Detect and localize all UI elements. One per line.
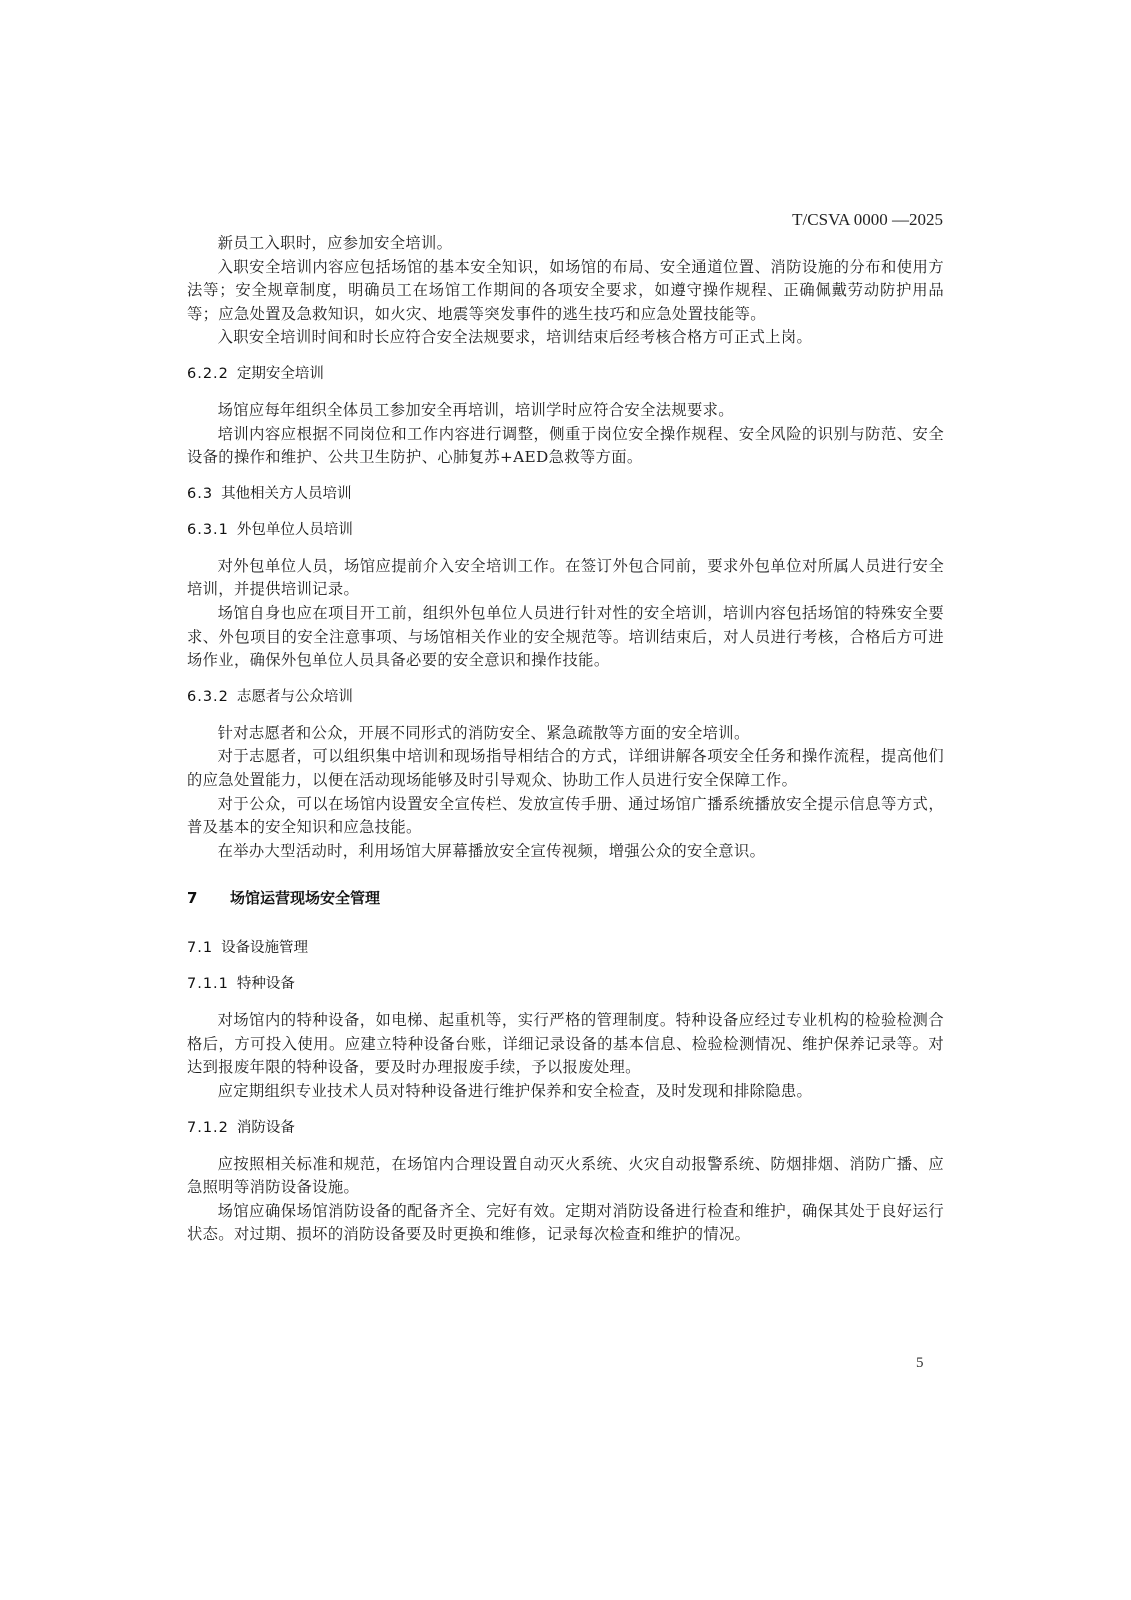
section-number: 7.1.1: [187, 976, 229, 993]
section-number: 6.3: [187, 485, 214, 502]
section-heading-6-2-2: [187, 363, 944, 385]
chapter-number: 7: [187, 889, 199, 908]
section-title: 消防设备: [236, 1119, 295, 1136]
document-body: [187, 232, 944, 1247]
paragraph: 在举办大型活动时，利用场馆大屏幕播放安全宣传视频，增强公众的安全意识。: [217, 841, 766, 860]
document-code: T/CSVA 0000 —2025: [792, 210, 943, 229]
paragraph: 入职安全培训时间和时长应符合安全法规要求，培训结束后经考核合格方可正式上岗。: [217, 328, 813, 347]
paragraph: 培训内容应根据不同岗位和工作内容进行调整，侧重于岗位安全操作规程、安全风险的识别与防范、安全设备的操作和维护、公共卫生防护、心肺复苏+AED急救等方面。: [187, 424, 944, 467]
paragraph: 对于志愿者，可以组织集中培训和现场指导相结合的方式，详细讲解各项安全任务和操作流程，提高他们的应急处置能力，以便在活动现场能够及时引导观众、协助工作人员进行安全保障工作。: [187, 747, 944, 789]
chapter-title: 场馆运营现场安全管理: [230, 889, 381, 908]
section-number: 6.3.1: [187, 521, 229, 538]
section-title: 特种设备: [236, 976, 295, 993]
section-title: 设备设施管理: [221, 940, 309, 957]
section-heading-6-3-1: [187, 519, 944, 541]
section-number: 6.3.2: [187, 688, 229, 705]
section-heading-7-1-1: [187, 973, 944, 995]
section-title: 定期安全培训: [236, 365, 324, 382]
paragraph: 对场馆内的特种设备，如电梯、起重机等，实行严格的管理制度。特种设备应经过专业机构的检验检测合格后，方可投入使用。应建立特种设备台账，详细记录设备的基本信息、检验检测情况、维护保养记录等。对达到报废年限的特种设备，要及时办理报废手续，予以报废处理。: [187, 1011, 944, 1077]
section-title: 志愿者与公众培训: [236, 688, 353, 705]
page-number: 5: [916, 1355, 924, 1371]
section-heading-7-1: [187, 937, 944, 959]
paragraph: 对外包单位人员，场馆应提前介入安全培训工作。在签订外包合同前，要求外包单位对所属人员进行安全培训，并提供培训记录。: [187, 556, 944, 599]
paragraph: 针对志愿者和公众，开展不同形式的消防安全、紧急疏散等方面的安全培训。: [217, 723, 750, 742]
section-heading-6-3: [187, 483, 944, 505]
paragraph: 新员工入职时，应参加安全培训。: [217, 234, 453, 252]
section-number: 7.1.2: [187, 1119, 229, 1136]
section-heading-7-1-2: [187, 1117, 944, 1139]
section-title: 外包单位人员培训: [236, 521, 353, 538]
section-title: 其他相关方人员培训: [221, 485, 352, 502]
section-number: 6.2.2: [187, 365, 229, 382]
paragraph: 应按照相关标准和规范，在场馆内合理设置自动灭火系统、火灾自动报警系统、防烟排烟、消防广播、应急照明等消防设备设施。: [187, 1154, 944, 1197]
paragraph: 场馆应确保场馆消防设备的配备齐全、完好有效。定期对消防设备进行检查和维护，确保其处于良好运行状态。对过期、损坏的消防设备要及时更换和维修，记录每次检查和维护的情况。: [187, 1201, 944, 1244]
paragraph: 场馆应每年组织全体员工参加安全再培训，培训学时应符合安全法规要求。: [217, 400, 734, 419]
chapter-heading-7: [187, 887, 944, 909]
section-heading-6-3-2: [187, 686, 944, 708]
paragraph: 应定期组织专业技术人员对特种设备进行维护保养和安全检查，及时发现和排除隐患。: [217, 1082, 813, 1101]
paragraph: 入职安全培训内容应包括场馆的基本安全知识，如场馆的布局、安全通道位置、消防设施的分布和使用方法等；安全规章制度，明确员工在场馆工作期间的各项安全要求，如遵守操作规程、正确佩戴劳动防护用品等；应急处置及急救知识，如火灾、地震等突发事件的逃生技巧和应急处置技能等。: [187, 257, 944, 323]
section-number: 7.1: [187, 940, 214, 957]
paragraph: 场馆自身也应在项目开工前，组织外包单位人员进行针对性的安全培训，培训内容包括场馆的特殊安全要求、外包项目的安全注意事项、与场馆相关作业的安全规范等。培训结束后，对人员进行考核，合格后方可进场作业，确保外包单位人员具备必要的安全意识和操作技能。: [187, 603, 944, 670]
paragraph: 对于公众，可以在场馆内设置安全宣传栏、发放宣传手册、通过场馆广播系统播放安全提示信息等方式，普及基本的安全知识和应急技能。: [187, 794, 944, 837]
